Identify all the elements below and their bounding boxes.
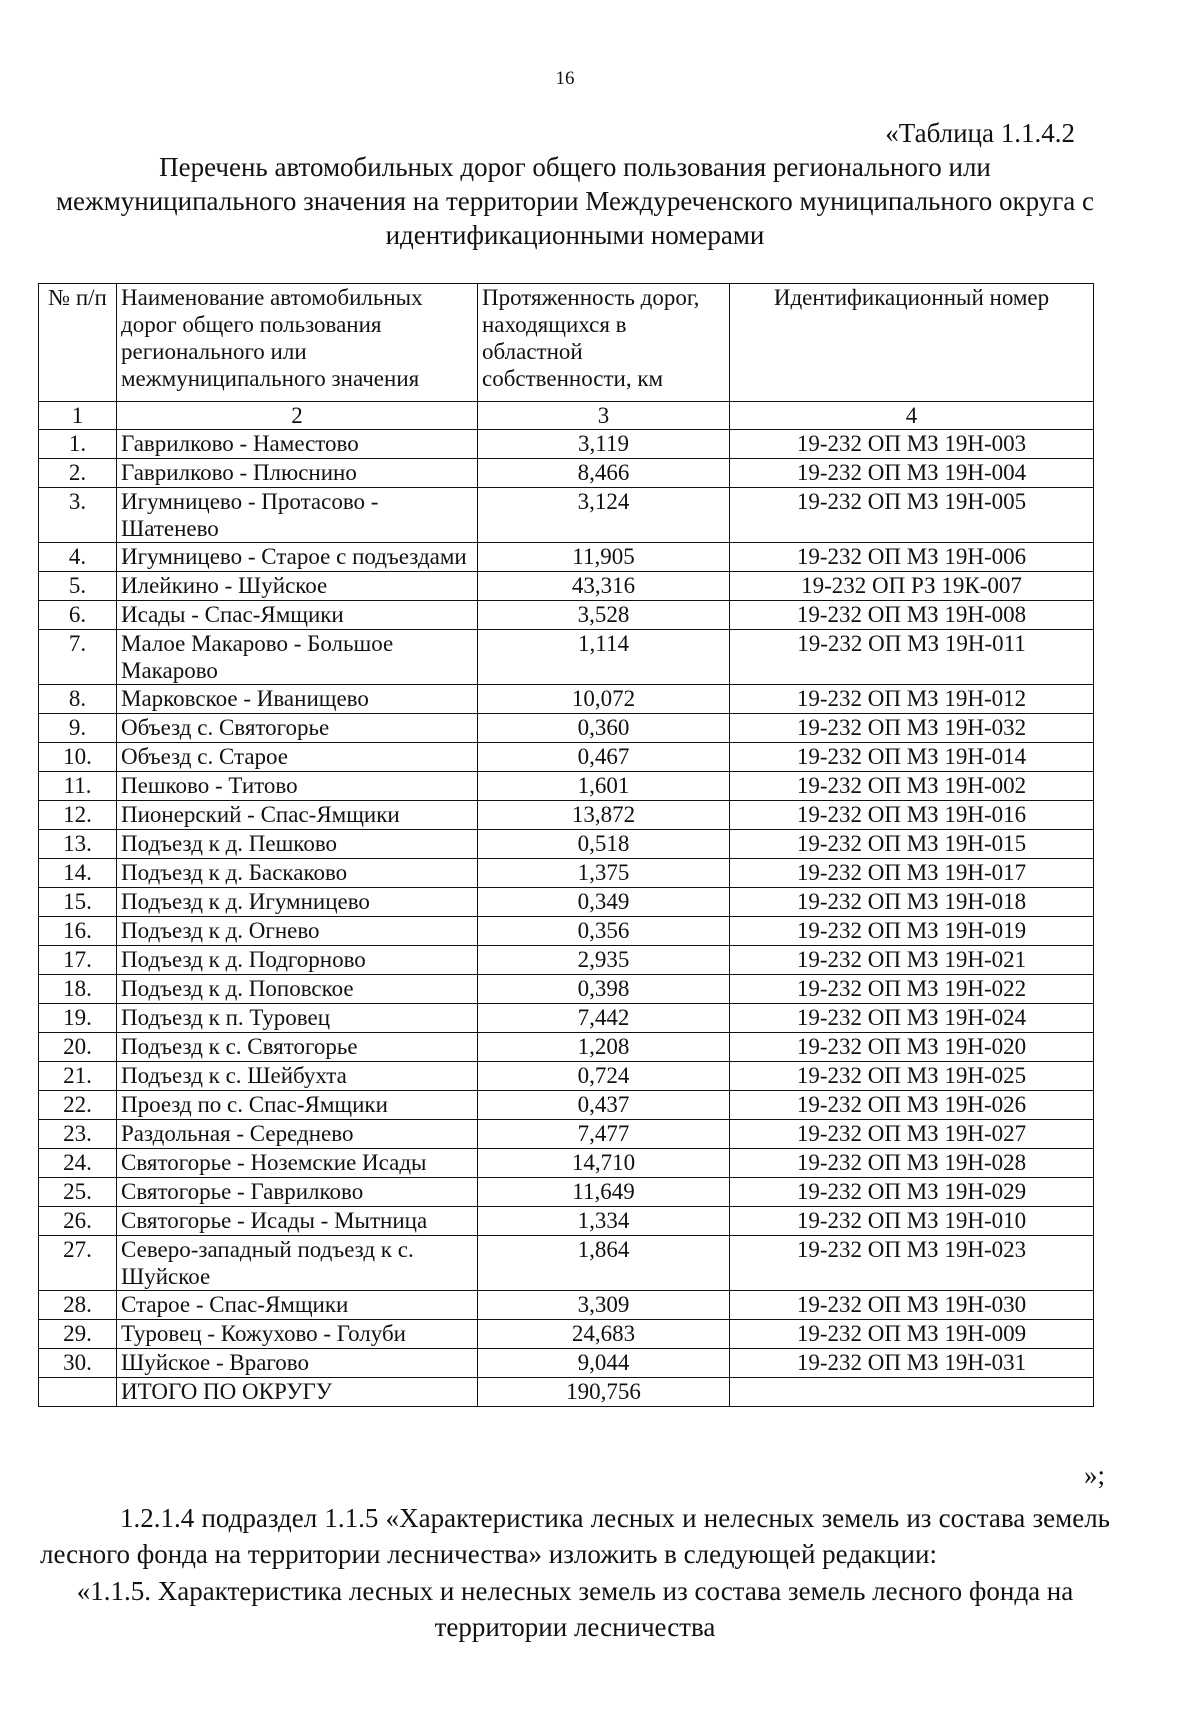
road-id-number: 19-232 ОП МЗ 19Н-017 [730,859,1094,888]
table-row [39,1149,1094,1178]
column-numbers-row [39,402,1094,430]
table-row [39,1207,1094,1236]
row-number: 5. [39,572,117,601]
road-length: 0,356 [478,917,730,946]
table-row [39,630,1094,685]
table-row [39,1062,1094,1091]
road-name: Туровец - Кожухово - Голуби [117,1320,478,1349]
road-length: 0,349 [478,888,730,917]
road-length: 3,119 [478,430,730,459]
road-name: Святогорье - Гаврилково [117,1178,478,1207]
total-row [39,1378,1094,1407]
row-number: 2. [39,459,117,488]
road-length: 7,477 [478,1120,730,1149]
road-name: Объезд с. Святогорье [117,714,478,743]
table-body [39,430,1094,1378]
road-length: 7,442 [478,1004,730,1033]
road-name: Подъезд к д. Огнево [117,917,478,946]
road-name: Подъезд к с. Шейбухта [117,1062,478,1091]
road-name: Раздольная - Середнево [117,1120,478,1149]
road-length: 0,467 [478,743,730,772]
table-row [39,1178,1094,1207]
table-row [39,714,1094,743]
row-number: 25. [39,1178,117,1207]
road-length: 3,124 [478,488,730,543]
road-id-number: 19-232 ОП МЗ 19Н-027 [730,1120,1094,1149]
header-length: Протяженность дорог, находящихся в областной собственности, км [478,284,730,402]
document-title: Перечень автомобильных дорог общего пользования регионального или межмуниципального значения на территории Междуреченского муниципального округа с идентификационными номерами [55,152,1095,250]
road-name: Святогорье - Ноземские Исады [117,1149,478,1178]
road-length: 1,375 [478,859,730,888]
table-row [39,1291,1094,1320]
row-number: 9. [39,714,117,743]
road-length: 1,208 [478,1033,730,1062]
row-number: 4. [39,543,117,572]
row-number: 11. [39,772,117,801]
road-id-number: 19-232 ОП МЗ 19Н-014 [730,743,1094,772]
table-row [39,543,1094,572]
road-name: Подъезд к д. Баскаково [117,859,478,888]
table-row [39,459,1094,488]
road-name: Северо-западный подъезд к с. Шуйское [117,1236,478,1291]
road-name: Исады - Спас-Ямщики [117,601,478,630]
header-id-number: Идентификационный номер [730,284,1094,402]
road-id-number: 19-232 ОП МЗ 19Н-025 [730,1062,1094,1091]
column-number: 2 [117,402,478,430]
road-id-number: 19-232 ОП МЗ 19Н-023 [730,1236,1094,1291]
road-id-number: 19-232 ОП МЗ 19Н-018 [730,888,1094,917]
road-id-number: 19-232 ОП МЗ 19Н-026 [730,1091,1094,1120]
road-length: 14,710 [478,1149,730,1178]
table-row [39,1091,1094,1120]
table-header-row [39,284,1094,402]
road-id-number: 19-232 ОП МЗ 19Н-004 [730,459,1094,488]
road-name: Святогорье - Исады - Мытница [117,1207,478,1236]
road-name: Подъезд к п. Туровец [117,1004,478,1033]
table-row [39,1320,1094,1349]
row-number: 21. [39,1062,117,1091]
road-length: 1,334 [478,1207,730,1236]
road-length: 1,601 [478,772,730,801]
table-row [39,1120,1094,1149]
column-number: 1 [39,402,117,430]
table-label: «Таблица 1.1.4.2 [885,118,1075,148]
road-length: 11,905 [478,543,730,572]
road-id-number: 19-232 ОП МЗ 19Н-006 [730,543,1094,572]
table-row [39,946,1094,975]
road-name: Пионерский - Спас-Ямщики [117,801,478,830]
road-id-number: 19-232 ОП МЗ 19Н-024 [730,1004,1094,1033]
road-name: Пешково - Титово [117,772,478,801]
table-row [39,572,1094,601]
table-row [39,830,1094,859]
row-number: 12. [39,801,117,830]
row-number: 3. [39,488,117,543]
road-name: Объезд с. Старое [117,743,478,772]
road-name: Игумницево - Протасово - Шатенево [117,488,478,543]
table-row [39,601,1094,630]
row-number: 10. [39,743,117,772]
road-length: 8,466 [478,459,730,488]
road-id-number: 19-232 ОП МЗ 19Н-030 [730,1291,1094,1320]
road-name: Малое Макарово - Большое Макарово [117,630,478,685]
road-name: Подъезд к д. Подгорново [117,946,478,975]
road-id-number: 19-232 ОП МЗ 19Н-008 [730,601,1094,630]
row-number: 29. [39,1320,117,1349]
road-id-number: 19-232 ОП МЗ 19Н-019 [730,917,1094,946]
table-row [39,772,1094,801]
total-label: ИТОГО ПО ОКРУГУ [117,1378,478,1407]
table-row [39,1004,1094,1033]
row-number: 8. [39,685,117,714]
road-length: 43,316 [478,572,730,601]
total-number-cell [39,1378,117,1407]
road-id-number: 19-232 ОП МЗ 19Н-002 [730,772,1094,801]
road-length: 3,528 [478,601,730,630]
roads-table [38,283,1094,1407]
road-length: 11,649 [478,1178,730,1207]
road-length: 3,309 [478,1291,730,1320]
road-id-number: 19-232 ОП МЗ 19Н-010 [730,1207,1094,1236]
road-length: 2,935 [478,946,730,975]
road-length: 0,518 [478,830,730,859]
row-number: 6. [39,601,117,630]
row-number: 1. [39,430,117,459]
row-number: 24. [39,1149,117,1178]
road-length: 0,724 [478,1062,730,1091]
row-number: 18. [39,975,117,1004]
row-number: 15. [39,888,117,917]
table-row [39,430,1094,459]
amendment-paragraph [40,1500,1110,1572]
row-number: 13. [39,830,117,859]
road-id-number: 19-232 ОП МЗ 19Н-009 [730,1320,1094,1349]
column-number: 4 [730,402,1094,430]
road-id-number: 19-232 ОП МЗ 19Н-020 [730,1033,1094,1062]
road-name: Марковское - Иванищево [117,685,478,714]
table-row [39,743,1094,772]
header-number: № п/п [39,284,117,402]
road-name: Гаврилково - Наместово [117,430,478,459]
road-length: 10,072 [478,685,730,714]
page-number: 16 [555,68,575,89]
row-number: 19. [39,1004,117,1033]
road-id-number: 19-232 ОП РЗ 19К-007 [730,572,1094,601]
road-name: Подъезд к с. Святогорье [117,1033,478,1062]
section-subheading: «1.1.5. Характеристика лесных и нелесных земель из состава земель лесного фонда на территории лесничества [76,1576,1074,1642]
road-name: Гаврилково - Плюснино [117,459,478,488]
road-length: 9,044 [478,1349,730,1378]
road-id-number: 19-232 ОП МЗ 19Н-005 [730,488,1094,543]
row-number: 23. [39,1120,117,1149]
table-row [39,1349,1094,1378]
table-row [39,488,1094,543]
road-id-number: 19-232 ОП МЗ 19Н-021 [730,946,1094,975]
row-number: 22. [39,1091,117,1120]
road-id-number: 19-232 ОП МЗ 19Н-003 [730,430,1094,459]
table-row [39,859,1094,888]
road-name: Илейкино - Шуйское [117,572,478,601]
road-name: Шуйское - Врагово [117,1349,478,1378]
row-number: 27. [39,1236,117,1291]
road-id-number: 19-232 ОП МЗ 19Н-029 [730,1178,1094,1207]
road-length: 0,398 [478,975,730,1004]
road-id-number: 19-232 ОП МЗ 19Н-031 [730,1349,1094,1378]
road-id-number: 19-232 ОП МЗ 19Н-028 [730,1149,1094,1178]
road-name: Подъезд к д. Пешково [117,830,478,859]
table-row [39,1236,1094,1291]
total-length: 190,756 [478,1378,730,1407]
road-name: Старое - Спас-Ямщики [117,1291,478,1320]
header-road-name: Наименование автомобильных дорог общего пользования регионального или межмуниципального значения [117,284,478,402]
row-number: 28. [39,1291,117,1320]
road-name: Подъезд к д. Поповское [117,975,478,1004]
road-id-number: 19-232 ОП МЗ 19Н-015 [730,830,1094,859]
road-length: 1,864 [478,1236,730,1291]
road-length: 24,683 [478,1320,730,1349]
road-id-number: 19-232 ОП МЗ 19Н-016 [730,801,1094,830]
amendment-text: 1.2.1.4 подраздел 1.1.5 «Характеристика лесных и нелесных земель из состава земель лесного фонда на территории лесничества» изложить в следующей редакции: [40,1503,1110,1569]
road-length: 0,360 [478,714,730,743]
road-id-number: 19-232 ОП МЗ 19Н-011 [730,630,1094,685]
road-id-number: 19-232 ОП МЗ 19Н-012 [730,685,1094,714]
closing-quote: »; [1083,1460,1105,1490]
row-number: 14. [39,859,117,888]
row-number: 20. [39,1033,117,1062]
row-number: 16. [39,917,117,946]
table-row [39,1033,1094,1062]
total-id-cell [730,1378,1094,1407]
road-name: Подъезд к д. Игумницево [117,888,478,917]
table-row [39,975,1094,1004]
road-id-number: 19-232 ОП МЗ 19Н-022 [730,975,1094,1004]
road-id-number: 19-232 ОП МЗ 19Н-032 [730,714,1094,743]
road-length: 0,437 [478,1091,730,1120]
row-number: 17. [39,946,117,975]
column-number: 3 [478,402,730,430]
table-row [39,888,1094,917]
road-length: 1,114 [478,630,730,685]
road-name: Проезд по с. Спас-Ямщики [117,1091,478,1120]
table-row [39,801,1094,830]
road-length: 13,872 [478,801,730,830]
row-number: 30. [39,1349,117,1378]
table-row [39,917,1094,946]
road-name: Игумницево - Старое с подъездами [117,543,478,572]
row-number: 7. [39,630,117,685]
row-number: 26. [39,1207,117,1236]
table-row [39,685,1094,714]
